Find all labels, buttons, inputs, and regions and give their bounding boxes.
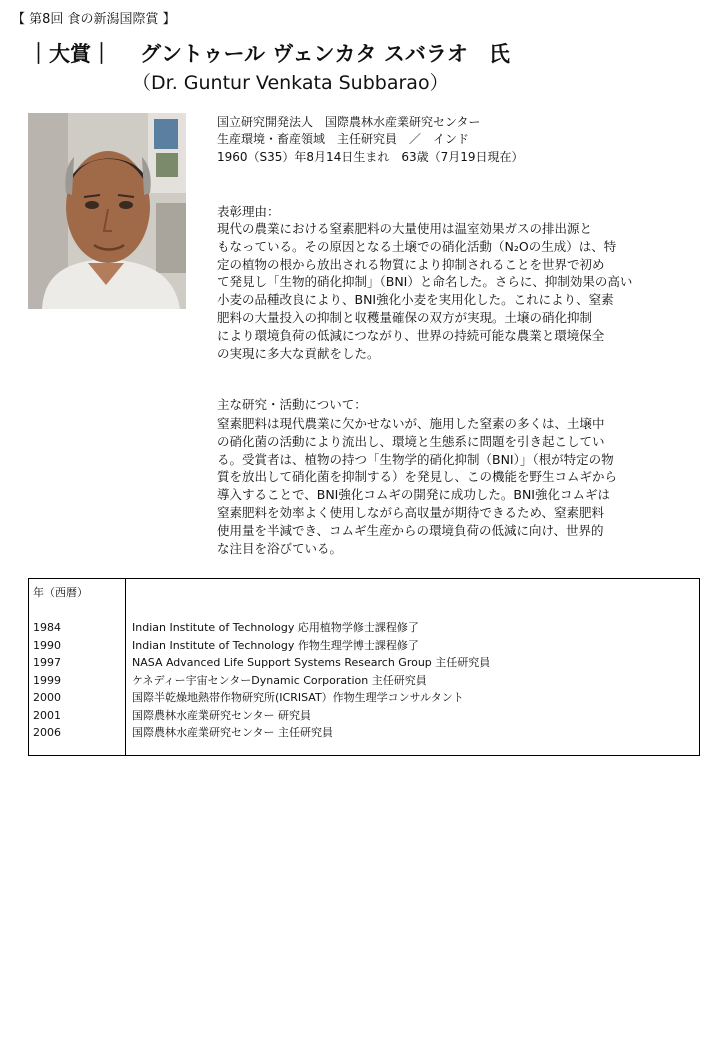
career-entry: 国際半乾燥地熱帯作物研究所(ICRISAT）作物生理学コンサルタント	[132, 691, 464, 704]
research-heading: 主な研究・活動について：	[217, 397, 367, 412]
award-title	[28, 38, 510, 68]
career-year: 2001	[33, 708, 61, 722]
career-entry: 国際農林水産業研究センター 研究員	[132, 708, 312, 722]
award-category: ｜大賞｜	[28, 42, 112, 66]
research-line: の硝化菌の活動により流出し、環境と生態系に問題を引き起こしてい	[217, 433, 605, 449]
career-entry: NASA Advanced Life Support Systems Research Group 主任研究員	[132, 656, 491, 669]
reason-heading: 表彰理由：	[217, 204, 280, 219]
year-column-header: 年（西暦）	[33, 586, 88, 599]
research-line: 質を放出して硝化菌を抑制する）を発見し、この機能を野生コムギから	[217, 469, 618, 485]
portrait-illustration	[28, 113, 186, 309]
research-line: 導入することで、BNI強化コムギの開発に成功した。BNI強化コムギは	[217, 487, 610, 503]
career-year: 1999	[33, 673, 61, 687]
reason-line: 現代の農業における窒素肥料の大量使用は温室効果ガスの排出源と	[217, 221, 593, 236]
research-text	[217, 415, 690, 557]
reason-line: て発見し「生物的硝化抑制」（BNI）と命名した。さらに、抑制効果の高い	[217, 274, 633, 290]
career-year: 2000	[33, 691, 61, 704]
profile-position: 生産環境・畜産領域 主任研究員 ／ インド	[217, 132, 470, 146]
reason-text	[217, 220, 690, 362]
research-line: る。受賞者は、植物の持つ「生物学的硝化抑制（BNI）」（根が特定の物	[217, 451, 614, 467]
honoree-name-en: （Dr. Guntur Venkata Subbarao）	[132, 72, 449, 94]
career-entry: Indian Institute of Technology 作物生理学博士課程修了	[132, 638, 419, 652]
reason-line: もなっている。その原因となる土壌での硝化活動（N₂Oの生成）は、特	[217, 238, 617, 254]
header-label: 【 第8回 食の新潟国際賞 】	[12, 12, 176, 27]
profile-organization: 国立研究開発法人 国際農林水産業研究センター	[217, 115, 481, 129]
reason-line: の実現に多大な貢献をした。	[217, 345, 380, 361]
reason-line: により環境負荷の低減につながり、世界の持続可能な農業と環境保全	[217, 327, 605, 343]
career-year: 1990	[33, 638, 61, 652]
career-row	[29, 579, 700, 756]
career-year: 2006	[33, 726, 61, 739]
year-column	[29, 579, 126, 756]
description-column	[126, 579, 700, 756]
research-line: 窒素肥料は現代農業に欠かせないが、施用した窒素の多くは、土壌中	[217, 416, 605, 431]
research-line: な注目を浴びている。	[217, 540, 343, 556]
research-line: 使用量を半減でき、コムギ生産からの環境負荷の低減に向け、世界的	[217, 522, 604, 538]
research-line: 窒素肥料を効率よく使用しながら高収量が期待できるため、窒素肥料	[217, 504, 605, 520]
career-entry: ケネディー宇宙センターDynamic Corporation 主任研究員	[132, 673, 427, 687]
career-year: 1997	[33, 656, 61, 669]
reason-line: 小麦の品種改良により、BNI強化小麦を実用化した。これにより、窒素	[217, 292, 614, 308]
career-entry: Indian Institute of Technology 応用植物学修士課程修了	[132, 621, 419, 634]
profile-birth: 1960（S35）年8月14日生まれ 63歳（7月19日現在）	[217, 150, 524, 164]
career-year: 1984	[33, 621, 61, 634]
reason-line: 肥料の大量投入の抑制と収穫量確保の双方が実現。土壌の硝化抑制	[217, 309, 593, 325]
reason-line: 定の植物の根から放出される物質により抑制されることを世界で初め	[217, 256, 605, 272]
honoree-name-ja: グントゥール ヴェンカタ スバラオ 氏	[140, 42, 510, 66]
career-entry: 国際農林水産業研究センター 主任研究員	[132, 726, 334, 739]
career-table	[28, 578, 700, 756]
portrait-photo	[28, 113, 186, 309]
